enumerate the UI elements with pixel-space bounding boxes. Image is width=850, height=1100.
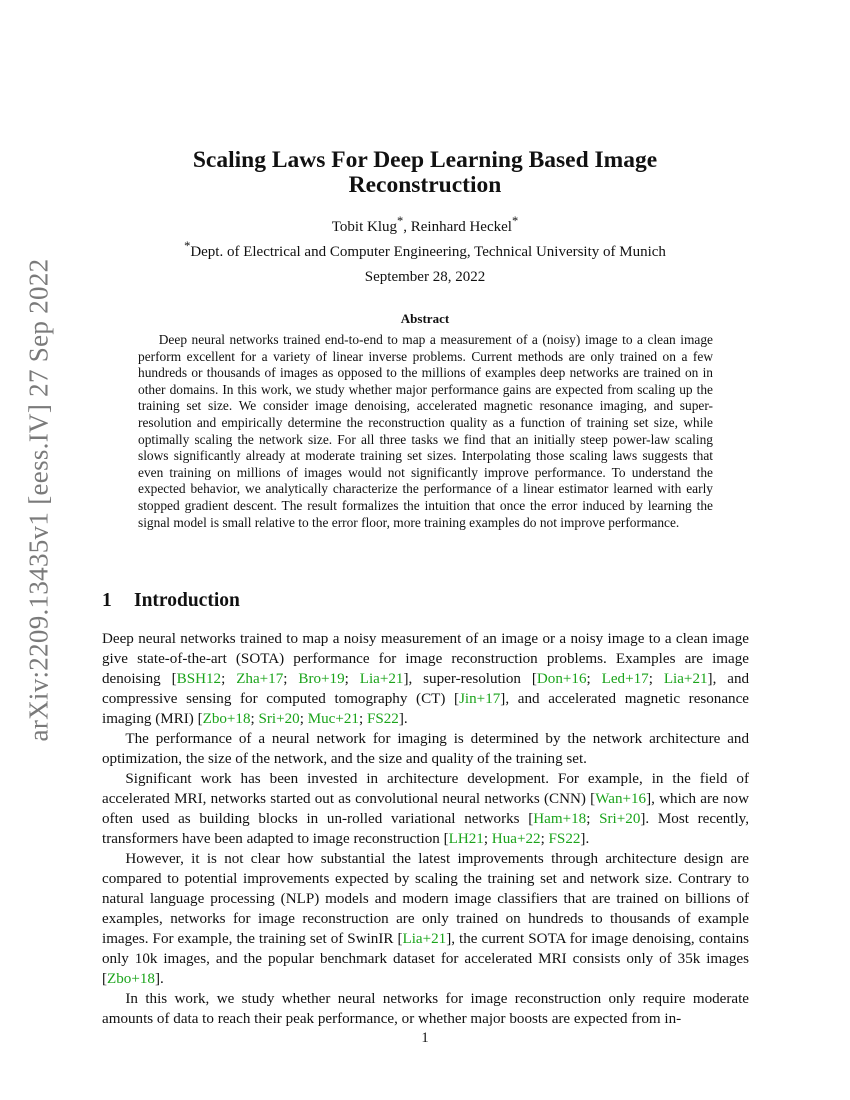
author-1-mark: * [396, 214, 404, 228]
citation-link[interactable]: Muc+21 [307, 711, 359, 727]
text: Deep neural networks trained to map a noisy measurement of an image or a noisy image to a clean image give state-of-the-art (SOTA) performance for image reconstruction problems. Examples are image denoising [ [102, 631, 749, 687]
author-1: Tobit Klug [331, 219, 397, 235]
citation-link[interactable]: Led+17 [601, 671, 649, 687]
citation-link[interactable]: Sri+20 [599, 811, 641, 827]
text: ; [358, 711, 367, 727]
citation-link[interactable]: Wan+16 [595, 791, 647, 807]
arxiv-watermark: arXiv:2209.13435v1 [eess.IV] 27 Sep 2022 [23, 258, 54, 742]
text: ]. [580, 831, 590, 847]
citation-link[interactable]: Zbo+18 [107, 971, 155, 987]
author-2: Reinhard Heckel [410, 219, 512, 235]
abstract-text: Deep neural networks trained end-to-end to map a measurement of a (noisy) image to a clean image perform excellent for a variety of linear inverse problems. Current methods are only trained on a few hundreds or thousands of images as opposed to the millions of examples deep networks are trained on in other domains. In this work, we study whether major performance gains are expected from scaling up the training set size. We consider image denoising, accelerated magnetic resonance imaging, and super-resolution and empirically determine the reconstruction quality as a function of training set size, while optimally scaling the network size. For all three tasks we find that an initially steep power-law scaling slows significantly already at moderate training set sizes. Interpolating those scaling laws suggests that even training on millions of images would not significantly improve performance. To understand the expected behavior, we analytically characterize the performance of a linear estimator learned with early stopped gradient descent. The result formalizes the intuition that once the error induced by learning the signal model is small relative to the error floor, more training examples do not improve performance. [138, 332, 713, 530]
author-separator: , [403, 219, 411, 235]
citation-link[interactable]: Don+16 [536, 671, 587, 687]
text: ], super-resolution [ [403, 671, 537, 687]
citation-link[interactable]: Lia+21 [663, 671, 708, 687]
text: ], which are now often used as building blocks in un-rolled variational networks [ [102, 791, 749, 827]
title-line-1: Scaling Laws For Deep Learning Based Image [192, 147, 658, 173]
text: ]. Most recently, transformers have been adapted to image reconstruction [ [102, 811, 750, 847]
page-number: 1 [421, 1030, 429, 1046]
text: ]. [398, 711, 408, 727]
citation-link[interactable]: Sri+20 [258, 711, 300, 727]
paragraph-3 [102, 769, 749, 849]
paragraph-5: In this work, we study whether neural networks for image reconstruction only require moderate amounts of data to reach their peak performance, or whether major boosts are expected from in- [102, 991, 749, 1027]
citation-link[interactable]: LH21 [448, 831, 484, 847]
author-2-mark: * [511, 214, 519, 228]
text: ; [483, 831, 492, 847]
paragraph-2: The performance of a neural network for imaging is determined by the network architecture and optimization, the size of the network, and the size and quality of the training set. [102, 731, 749, 767]
text: ; [250, 711, 259, 727]
text: ], and accelerated magnetic resonance imaging (MRI) [ [102, 691, 750, 727]
affiliation-text: Dept. of Electrical and Computer Engineering, Technical University of Munich [190, 244, 666, 260]
citation-link[interactable]: Bro+19 [298, 671, 345, 687]
citation-link[interactable]: Hua+22 [491, 831, 541, 847]
affiliation-mark: * [184, 239, 191, 253]
citation-link[interactable]: Zha+17 [236, 671, 284, 687]
citation-link[interactable]: Zbo+18 [202, 711, 251, 727]
paper-title [130, 148, 720, 198]
text: ; [299, 711, 308, 727]
text: ; [344, 671, 360, 687]
section-title: Introduction [134, 590, 240, 611]
text: ], and compressive sensing for computed tomography (CT) [ [102, 671, 750, 707]
text: ; [540, 831, 549, 847]
text: ; [221, 671, 237, 687]
section-number: 1 [102, 590, 112, 611]
citation-link[interactable]: Jin+17 [459, 691, 501, 707]
text: ]. [154, 971, 164, 987]
citation-link[interactable]: FS22 [548, 831, 581, 847]
citation-link[interactable]: FS22 [366, 711, 399, 727]
text: Significant work has been invested in architecture development. For example, in the field of accelerated MRI, networks started out as convolutional neural networks (CNN) [ [102, 771, 749, 807]
authors [0, 214, 850, 236]
text: ; [586, 811, 600, 827]
abstract-heading: Abstract [400, 311, 450, 326]
paragraph-4 [102, 849, 749, 989]
title-line-2: Reconstruction [348, 172, 502, 198]
text: ; [648, 671, 664, 687]
paper-date: September 28, 2022 [364, 269, 486, 285]
text: ; [586, 671, 602, 687]
affiliation [0, 239, 850, 261]
text: However, it is not clear how substantial the latest improvements through architecture design are compared to potential improvements expected by scaling the training set and network size. Contrary to natural language processing (NLP) models and modern image classifiers that are trained on billions of examples, networks for image reconstruction are only trained on hundreds to thousands of example images. For example, the training set of SwinIR [ [102, 851, 749, 947]
text: ; [283, 671, 299, 687]
introduction-body [102, 629, 749, 1029]
citation-link[interactable]: BSH12 [176, 671, 222, 687]
citation-link[interactable]: Ham+18 [533, 811, 587, 827]
citation-link[interactable]: Lia+21 [359, 671, 404, 687]
section-heading [102, 590, 240, 612]
citation-link[interactable]: Lia+21 [402, 931, 447, 947]
paragraph-1 [102, 629, 749, 729]
text: ], the current SOTA for image denoising, contains only 10k images, and the popular benchmark dataset for accelerated MRI consists only of 35k images [ [102, 931, 749, 987]
